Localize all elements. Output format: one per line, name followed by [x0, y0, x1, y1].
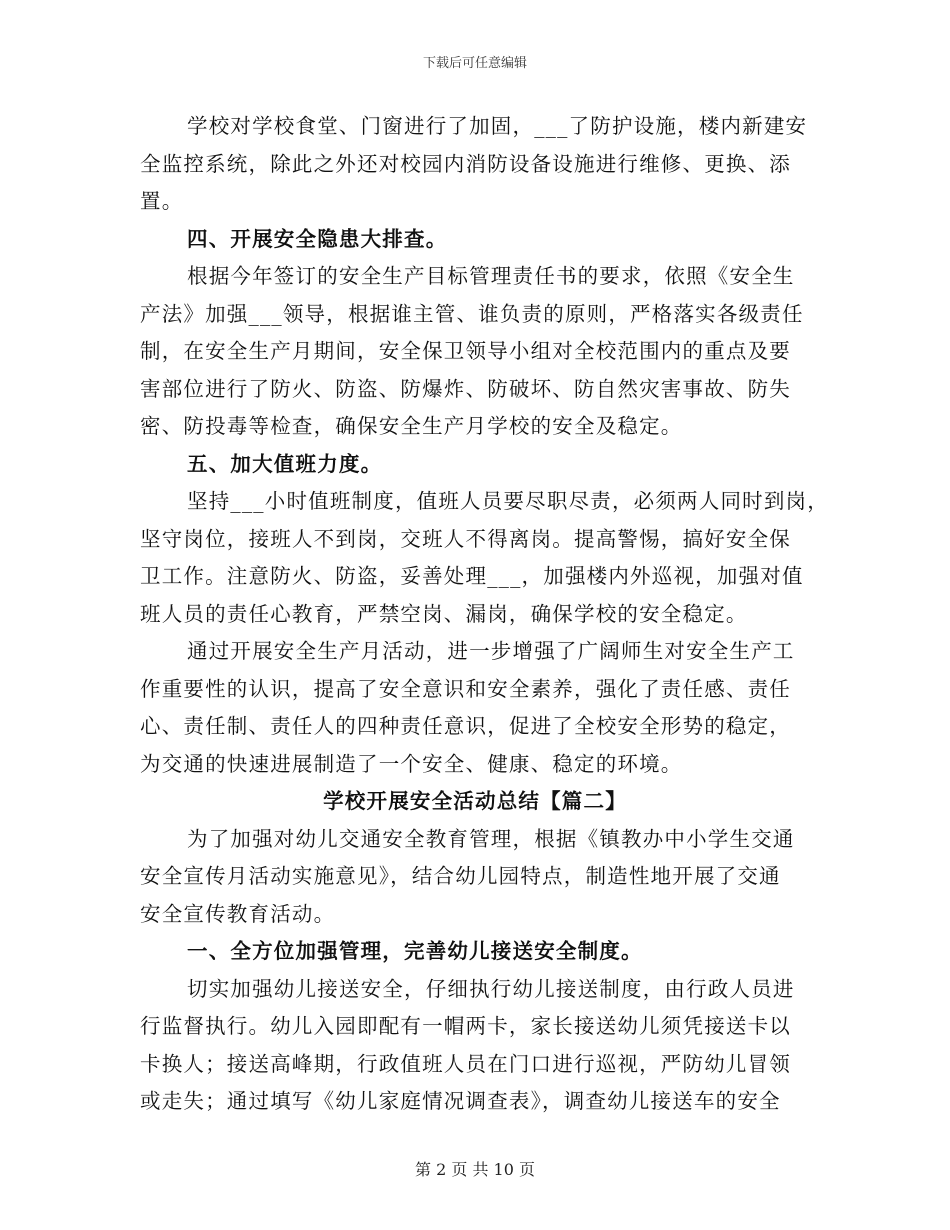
document-body	[140, 108, 829, 1121]
paragraph-line: 卡换人；接送高峰期，行政值班人员在门口进行巡视，严防幼儿冒领	[140, 1051, 791, 1076]
article-title: 学校开展安全活动总结【篇二】	[323, 789, 627, 813]
paragraph-line: 产法》加强___领导，根据谁主管、谁负责的原则，严格落实各级责任	[140, 301, 804, 326]
paragraph-line: 根据今年签订的安全生产目标管理责任书的要求，依照《安全生	[187, 264, 795, 288]
paragraph-line: 卫工作。注意防火、防盗，妥善处理___，加强楼内外巡视，加强对值	[140, 564, 804, 588]
paragraph-line: 密、防投毒等检查，确保安全生产月学校的安全及稳定。	[140, 414, 683, 438]
paragraph-line: 坚守岗位，接班人不到岗，交班人不得离岗。提高警惕，搞好安全保	[140, 526, 791, 551]
paragraph-line: 学校对学校食堂、门窗进行了加固，___了防护设施，楼内新建安	[187, 114, 808, 138]
paragraph-line: 行监督执行。幼儿入园即配有一帽两卡，家长接送幼儿须凭接送卡以	[140, 1014, 791, 1038]
paragraph-line: 安全宣传月活动实施意见》，结合幼儿园特点，制造性地开展了交通	[140, 864, 781, 888]
paragraph-line: 心、责任制、责任人的四种责任意识，促进了全校安全形势的稳定，	[140, 714, 791, 738]
paragraph-line: 作重要性的认识，提高了安全意识和安全素养，强化了责任感、责任	[140, 676, 791, 701]
section-heading: 一、全方位加强管理，完善幼儿接送安全制度。	[187, 939, 643, 963]
paragraph-line: 安全宣传教育活动。	[140, 901, 336, 926]
paragraph-line: 全监控系统，除此之外还对校园内消防设备设施进行维修、更换、添	[140, 151, 791, 176]
paragraph-line: 为交通的快速进展制造了一个安全、健康、稳定的环境。	[140, 751, 683, 776]
paragraph-line: 害部位进行了防火、防盗、防爆炸、防破坏、防自然灾害事故、防失	[140, 376, 791, 401]
paragraph-line: 制，在安全生产月期间，安全保卫领导小组对全校范围内的重点及要	[140, 339, 791, 363]
page-number: 第 2 页 共 10 页	[415, 1160, 535, 1179]
paragraph-line: 置。	[140, 189, 184, 213]
section-heading: 五、加大值班力度。	[187, 451, 383, 476]
paragraph-line: 坚持___小时值班制度，值班人员要尽职尽责，必须两人同时到岗，	[187, 489, 829, 513]
paragraph-line: 通过开展安全生产月活动，进一步增强了广阔师生对安全生产工	[187, 639, 795, 663]
page-header: 下载后可任意编辑	[422, 56, 527, 71]
paragraph-line: 班人员的责任心教育，严禁空岗、漏岗，确保学校的安全稳定。	[140, 601, 748, 626]
paragraph-line: 或走失；通过填写《幼儿家庭情况调查表》，调查幼儿接送车的安全	[140, 1089, 781, 1113]
section-heading: 四、开展安全隐患大排查。	[187, 226, 448, 251]
paragraph-line: 为了加强对幼儿交通安全教育管理，根据《镇教办中小学生交通	[187, 826, 795, 851]
paragraph-line: 切实加强幼儿接送安全，仔细执行幼儿接送制度，由行政人员进	[187, 976, 795, 1001]
